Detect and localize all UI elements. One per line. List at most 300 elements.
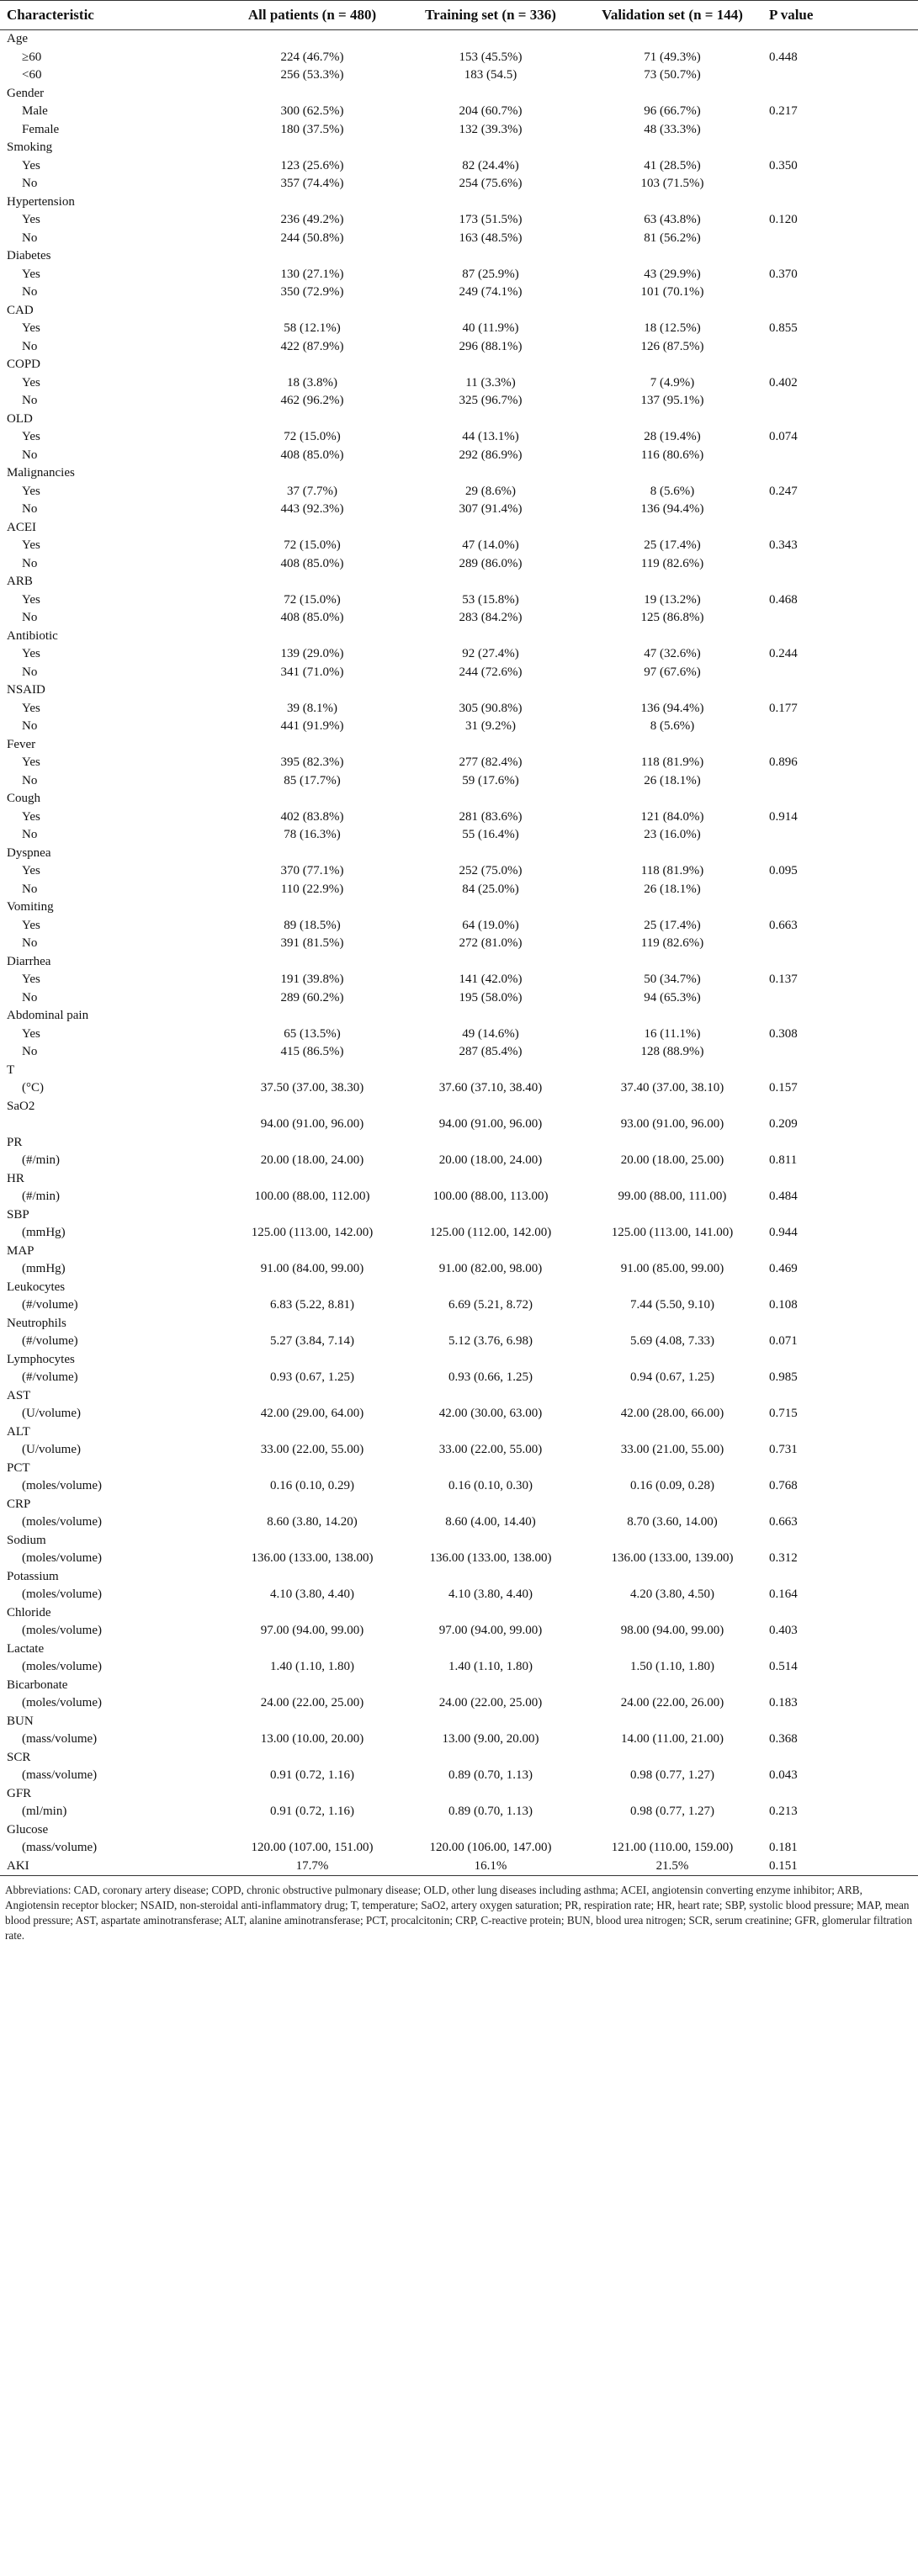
table-row: [0, 284, 918, 302]
validation-set-cell: 103 (71.5%): [640, 177, 704, 190]
training-set-cell: 183 (54.5): [464, 68, 517, 82]
training-set-cell: 289 (86.0%): [459, 556, 523, 570]
validation-set-cell: [582, 1387, 762, 1406]
p-value-cell: 0.181: [769, 1841, 798, 1854]
validation-set-cell: 98.00 (94.00, 99.00): [620, 1624, 724, 1637]
all-patients-cell: 415 (86.5%): [280, 1045, 344, 1058]
training-set-cell: 44 (13.1%): [462, 430, 519, 443]
validation-set-cell: [582, 1423, 762, 1442]
row-label: Yes: [22, 973, 40, 986]
row-label: Male: [22, 104, 48, 118]
header-training-set: Training set (n = 336): [399, 1, 582, 30]
training-set-cell: [399, 736, 582, 755]
training-set-cell: 132 (39.3%): [459, 122, 523, 136]
all-patients-cell: 89 (18.5%): [284, 918, 341, 932]
characteristic-label: OLD: [7, 411, 33, 426]
row-label: (moles/volume): [22, 1587, 102, 1601]
characteristic-row: [0, 1315, 918, 1333]
training-set-cell: 8.60 (4.00, 14.40): [445, 1515, 536, 1529]
p-value-cell: [762, 1243, 918, 1261]
validation-set-cell: [582, 1206, 762, 1225]
row-label: (mass/volume): [22, 1732, 98, 1746]
training-set-cell: [399, 1279, 582, 1297]
all-patients-cell: 39 (8.1%): [287, 701, 337, 715]
all-patients-cell: 24.00 (22.00, 25.00): [260, 1696, 364, 1709]
all-patients-cell: [226, 681, 399, 700]
all-patients-cell: [226, 898, 399, 917]
table-row: [0, 1333, 918, 1351]
table-row: [0, 338, 918, 357]
validation-set-cell: 99.00 (88.00, 111.00): [618, 1190, 727, 1203]
validation-set-cell: [582, 1496, 762, 1514]
characteristic-label: BUN: [7, 1714, 34, 1728]
table-row: [0, 1224, 918, 1243]
training-set-cell: [399, 411, 582, 429]
training-set-cell: 13.00 (9.00, 20.00): [442, 1732, 539, 1746]
validation-set-cell: 93.00 (91.00, 96.00): [620, 1117, 724, 1131]
training-set-cell: 24.00 (22.00, 25.00): [438, 1696, 543, 1709]
table-row: [0, 881, 918, 899]
table-row: [0, 1803, 918, 1821]
table-row: [0, 808, 918, 827]
all-patients-cell: 408 (85.0%): [280, 611, 344, 624]
training-set-cell: [399, 139, 582, 157]
row-label: <60: [22, 68, 42, 82]
validation-set-cell: 7 (4.9%): [650, 375, 695, 390]
all-patients-cell: 139 (29.0%): [280, 647, 344, 660]
validation-set-cell: [582, 1568, 762, 1587]
characteristic-row: [0, 573, 918, 591]
p-value-cell: 0.217: [769, 104, 798, 118]
all-patients-cell: 97.00 (94.00, 99.00): [260, 1624, 364, 1637]
training-set-cell: 283 (84.2%): [459, 611, 523, 624]
row-label: No: [22, 611, 38, 624]
characteristic-row: [0, 30, 918, 49]
p-value-cell: [762, 628, 918, 646]
training-set-cell: 6.69 (5.21, 8.72): [448, 1298, 533, 1312]
characteristic-label: Cough: [7, 792, 41, 805]
all-patients-cell: 422 (87.9%): [280, 339, 344, 353]
validation-set-cell: 8 (5.6%): [650, 484, 695, 498]
row-label: (#/volume): [22, 1370, 78, 1384]
characteristic-row: [0, 1713, 918, 1731]
characteristic-row: [0, 953, 918, 972]
validation-set-cell: 116 (80.6%): [640, 448, 704, 462]
characteristic-label: SaO2: [7, 1099, 35, 1113]
p-value-cell: 0.403: [769, 1624, 798, 1637]
training-set-cell: 47 (14.0%): [462, 538, 519, 552]
p-value-cell: 0.071: [769, 1334, 798, 1348]
row-label: (mass/volume): [22, 1841, 98, 1854]
validation-set-cell: 125 (86.8%): [640, 611, 704, 624]
all-patients-cell: 0.16 (0.10, 0.29): [270, 1479, 354, 1492]
characteristic-row: [0, 411, 918, 429]
table-row: [0, 392, 918, 411]
row-label: (moles/volume): [22, 1660, 102, 1673]
all-patients-cell: [226, 1568, 399, 1587]
all-patients-cell: 256 (53.3%): [280, 68, 344, 82]
characteristic-row: [0, 845, 918, 863]
table-row: [0, 483, 918, 501]
characteristic-row: [0, 898, 918, 917]
training-set-cell: 37.60 (37.10, 38.40): [438, 1081, 543, 1095]
validation-set-cell: [582, 1243, 762, 1261]
p-value-cell: [762, 1062, 918, 1080]
training-set-cell: [399, 1785, 582, 1804]
all-patients-cell: 180 (37.5%): [280, 122, 344, 136]
training-set-cell: 20.00 (18.00, 24.00): [438, 1153, 543, 1167]
training-set-cell: 244 (72.6%): [459, 665, 523, 679]
p-value-cell: 0.213: [769, 1805, 798, 1818]
table-row: [0, 1513, 918, 1532]
all-patients-cell: [226, 1713, 399, 1731]
all-patients-cell: [226, 85, 399, 103]
characteristic-row: [0, 1351, 918, 1370]
training-set-cell: [399, 1568, 582, 1587]
validation-set-cell: 20.00 (18.00, 25.00): [620, 1153, 724, 1167]
all-patients-cell: 357 (74.4%): [280, 177, 344, 190]
table-row: [0, 1188, 918, 1206]
characteristic-row: [0, 681, 918, 700]
validation-set-cell: 19 (13.2%): [644, 592, 701, 607]
training-set-cell: 153 (45.5%): [459, 50, 523, 64]
validation-set-cell: 81 (56.2%): [644, 231, 701, 245]
p-value-cell: [762, 501, 918, 519]
row-label: Yes: [22, 321, 40, 335]
p-value-cell: [762, 736, 918, 755]
row-label: Yes: [22, 375, 40, 390]
training-set-cell: [399, 356, 582, 374]
all-patients-cell: 120.00 (107.00, 151.00): [251, 1841, 374, 1854]
row-label: No: [22, 665, 38, 679]
table-row: [0, 1586, 918, 1604]
table-row: [0, 1731, 918, 1749]
table-row: [0, 1767, 918, 1785]
all-patients-cell: [226, 1532, 399, 1550]
validation-set-cell: 0.98 (0.77, 1.27): [630, 1768, 714, 1782]
p-value-cell: [762, 1279, 918, 1297]
validation-set-cell: [582, 1098, 762, 1116]
all-patients-cell: 37.50 (37.00, 38.30): [260, 1081, 364, 1095]
p-value-cell: [762, 338, 918, 357]
all-patients-cell: [226, 1134, 399, 1153]
row-label: No: [22, 828, 38, 841]
row-label: No: [22, 231, 38, 245]
row-label: (U/volume): [22, 1407, 81, 1420]
p-value-cell: 0.137: [769, 973, 798, 986]
table-row: [0, 1550, 918, 1568]
training-set-cell: 272 (81.0%): [459, 936, 523, 950]
validation-set-cell: 119 (82.6%): [640, 556, 704, 570]
characteristic-row: [0, 1279, 918, 1297]
table-row: [0, 555, 918, 574]
validation-set-cell: 118 (81.9%): [640, 755, 704, 769]
p-value-cell: [762, 66, 918, 85]
row-label: No: [22, 936, 38, 950]
p-value-cell: [762, 1043, 918, 1062]
validation-set-cell: 23 (16.0%): [644, 828, 701, 841]
characteristic-row: [0, 1007, 918, 1026]
validation-set-cell: [582, 628, 762, 646]
all-patients-cell: 17.7%: [226, 1858, 399, 1876]
row-label: Yes: [22, 592, 40, 607]
characteristic-row: [0, 736, 918, 755]
all-patients-cell: [226, 1098, 399, 1116]
p-value-cell: [762, 392, 918, 411]
p-value-cell: [762, 1351, 918, 1370]
validation-set-cell: [582, 356, 762, 374]
characteristic-row: [0, 1677, 918, 1695]
all-patients-cell: 0.91 (0.72, 1.16): [270, 1768, 354, 1782]
table-row: [0, 700, 918, 718]
characteristic-label: SBP: [7, 1207, 29, 1222]
table-row: [0, 1405, 918, 1423]
all-patients-cell: [226, 1423, 399, 1442]
all-patients-cell: [226, 845, 399, 863]
table-row: [0, 826, 918, 845]
validation-set-cell: 73 (50.7%): [644, 68, 701, 82]
row-label: Yes: [22, 647, 40, 660]
all-patients-cell: 18 (3.8%): [287, 375, 337, 390]
all-patients-cell: [226, 1062, 399, 1080]
p-value-cell: [762, 1170, 918, 1189]
table-row: [0, 1441, 918, 1460]
validation-set-cell: [582, 519, 762, 538]
all-patients-cell: 33.00 (22.00, 55.00): [260, 1443, 364, 1456]
p-value-cell: [762, 230, 918, 248]
all-patients-cell: 123 (25.6%): [280, 158, 344, 172]
validation-set-cell: [582, 464, 762, 483]
training-set-cell: 84 (25.0%): [462, 882, 519, 896]
row-label: No: [22, 394, 38, 407]
p-value-cell: 0.914: [769, 809, 798, 824]
all-patients-cell: 236 (49.2%): [280, 213, 344, 226]
p-value-cell: 0.151: [762, 1858, 918, 1876]
training-set-cell: [399, 1532, 582, 1550]
training-set-cell: [399, 302, 582, 321]
characteristic-label: Diabetes: [7, 249, 51, 262]
p-value-cell: 0.402: [769, 375, 798, 390]
all-patients-cell: 191 (39.8%): [280, 973, 344, 986]
validation-set-cell: 50 (34.7%): [644, 973, 701, 986]
p-value-cell: 0.448: [769, 50, 798, 64]
characteristic-label: Sodium: [7, 1533, 46, 1547]
p-value-cell: [762, 139, 918, 157]
characteristic-label: Hypertension: [7, 194, 75, 209]
row-label: Yes: [22, 918, 40, 932]
training-set-cell: 254 (75.6%): [459, 177, 523, 190]
training-set-cell: [399, 573, 582, 591]
validation-set-cell: 128 (88.9%): [640, 1045, 704, 1058]
training-set-cell: [399, 1387, 582, 1406]
characteristic-label: Lactate: [7, 1641, 45, 1656]
validation-set-cell: 121 (84.0%): [640, 809, 704, 824]
validation-set-cell: 71 (49.3%): [644, 50, 701, 64]
table-row: [0, 1116, 918, 1134]
training-set-cell: 29 (8.6%): [465, 484, 516, 498]
training-set-cell: 141 (42.0%): [459, 973, 523, 986]
characteristic-row: [0, 1749, 918, 1768]
validation-set-cell: [582, 1677, 762, 1695]
validation-set-cell: [582, 247, 762, 266]
validation-set-cell: 0.94 (0.67, 1.25): [630, 1370, 714, 1384]
training-set-cell: 0.16 (0.10, 0.30): [448, 1479, 533, 1492]
p-value-cell: [762, 1007, 918, 1026]
p-value-cell: [762, 411, 918, 429]
table-row: [0, 1152, 918, 1170]
all-patients-cell: 0.93 (0.67, 1.25): [270, 1370, 354, 1384]
training-set-cell: [399, 1315, 582, 1333]
table-row: [0, 971, 918, 989]
characteristic-label: HR: [7, 1171, 24, 1185]
characteristic-row: [0, 1604, 918, 1623]
training-set-cell: [399, 953, 582, 972]
table-row: [0, 175, 918, 193]
training-set-cell: 11 (3.3%): [465, 375, 516, 390]
all-patients-cell: 0.91 (0.72, 1.16): [270, 1805, 354, 1818]
p-value-cell: 0.896: [769, 755, 798, 769]
validation-set-cell: [582, 1460, 762, 1478]
validation-set-cell: [582, 1785, 762, 1804]
training-set-cell: [399, 1640, 582, 1659]
p-value-cell: 0.164: [769, 1587, 798, 1601]
all-patients-cell: [226, 1243, 399, 1261]
validation-set-cell: [582, 1279, 762, 1297]
validation-set-cell: 118 (81.9%): [640, 864, 704, 877]
p-value-cell: [762, 845, 918, 863]
characteristic-row: [0, 628, 918, 646]
all-patients-cell: 1.40 (1.10, 1.80): [270, 1660, 354, 1673]
all-patients-cell: [226, 247, 399, 266]
table-row: [0, 1026, 918, 1044]
characteristic-row: [0, 1423, 918, 1442]
row-label: (moles/volume): [22, 1624, 102, 1637]
table-row: [0, 591, 918, 610]
characteristic-label: Glucose: [7, 1822, 49, 1837]
all-patients-cell: [226, 1387, 399, 1406]
p-value-cell: [762, 609, 918, 628]
row-label: ≥60: [22, 50, 42, 64]
characteristic-label: Potassium: [7, 1569, 59, 1583]
p-value-cell: 0.731: [769, 1443, 798, 1456]
validation-set-cell: 0.98 (0.77, 1.27): [630, 1805, 714, 1818]
all-patients-cell: 395 (82.3%): [280, 755, 344, 769]
training-set-cell: 91.00 (82.00, 98.00): [438, 1262, 543, 1275]
table-row: [0, 754, 918, 772]
validation-set-cell: [582, 790, 762, 808]
training-set-cell: 249 (74.1%): [459, 285, 523, 299]
training-set-cell: [399, 898, 582, 917]
table-row: [0, 266, 918, 284]
row-label: (moles/volume): [22, 1551, 102, 1565]
training-set-cell: [399, 1460, 582, 1478]
validation-set-cell: 21.5%: [582, 1858, 762, 1876]
row-label: Yes: [22, 430, 40, 443]
p-value-cell: [762, 1460, 918, 1478]
training-set-cell: 0.93 (0.66, 1.25): [448, 1370, 533, 1384]
validation-set-cell: [582, 1532, 762, 1550]
p-value-cell: [762, 193, 918, 212]
validation-set-cell: 42.00 (28.00, 66.00): [620, 1407, 724, 1420]
all-patients-cell: [226, 139, 399, 157]
header-p-value: P value: [762, 1, 918, 30]
p-value-cell: [762, 772, 918, 791]
validation-set-cell: 25 (17.4%): [644, 918, 701, 932]
validation-set-cell: [582, 1351, 762, 1370]
p-value-cell: 0.043: [769, 1768, 798, 1782]
all-patients-cell: 408 (85.0%): [280, 448, 344, 462]
p-value-cell: 0.484: [769, 1190, 798, 1203]
training-set-cell: 4.10 (3.80, 4.40): [448, 1587, 533, 1601]
characteristic-row: [0, 1387, 918, 1406]
all-patients-cell: [226, 302, 399, 321]
all-patients-cell: 37 (7.7%): [287, 484, 337, 498]
validation-set-cell: 37.40 (37.00, 38.10): [620, 1081, 724, 1095]
p-value-cell: 0.368: [769, 1732, 798, 1746]
validation-set-cell: 121.00 (110.00, 159.00): [611, 1841, 734, 1854]
all-patients-cell: [226, 30, 399, 49]
characteristic-row: [0, 1170, 918, 1189]
all-patients-cell: [226, 1785, 399, 1804]
header-validation-set: Validation set (n = 144): [582, 1, 762, 30]
all-patients-cell: 224 (46.7%): [280, 50, 344, 64]
row-label: Yes: [22, 1026, 40, 1041]
training-set-cell: [399, 1821, 582, 1840]
validation-set-cell: 25 (17.4%): [644, 538, 701, 552]
characteristic-label: Neutrophils: [7, 1316, 66, 1330]
p-value-cell: [762, 826, 918, 845]
all-patients-cell: [226, 1351, 399, 1370]
table-row: [0, 609, 918, 628]
p-value-cell: [762, 464, 918, 483]
p-value-cell: 0.944: [769, 1226, 798, 1239]
all-patients-cell: 4.10 (3.80, 4.40): [270, 1587, 354, 1601]
p-value-cell: [762, 1677, 918, 1695]
all-patients-cell: 8.60 (3.80, 14.20): [267, 1515, 358, 1529]
training-set-cell: [399, 1604, 582, 1623]
training-set-cell: 42.00 (30.00, 63.00): [438, 1407, 543, 1420]
p-value-cell: 0.074: [769, 430, 798, 443]
training-set-cell: [399, 193, 582, 212]
p-value-cell: [762, 1785, 918, 1804]
all-patients-cell: [226, 1279, 399, 1297]
header-characteristic: Characteristic: [0, 1, 226, 30]
characteristic-row: [0, 139, 918, 157]
p-value-cell: 0.157: [769, 1081, 798, 1095]
validation-set-cell: 119 (82.6%): [640, 936, 704, 950]
all-patients-cell: 72 (15.0%): [284, 592, 341, 607]
p-value-cell: [762, 555, 918, 574]
characteristic-label: Antibiotic: [7, 628, 58, 643]
training-set-cell: 53 (15.8%): [462, 592, 519, 607]
validation-set-cell: [582, 1749, 762, 1768]
row-label: No: [22, 448, 38, 462]
training-set-cell: 281 (83.6%): [459, 809, 523, 824]
all-patients-cell: [226, 790, 399, 808]
p-value-cell: [762, 1387, 918, 1406]
header-all-patients: All patients (n = 480): [226, 1, 399, 30]
all-patients-cell: 391 (81.5%): [280, 936, 344, 950]
row-label: Female: [22, 122, 60, 136]
characteristic-label: GFR: [7, 1786, 32, 1800]
validation-set-cell: 14.00 (11.00, 21.00): [621, 1732, 724, 1746]
all-patients-cell: [226, 193, 399, 212]
row-label: No: [22, 177, 38, 190]
all-patients-cell: 78 (16.3%): [284, 828, 341, 841]
validation-set-cell: 1.50 (1.10, 1.80): [630, 1660, 714, 1673]
characteristic-row: [0, 464, 918, 483]
characteristic-label: Chloride: [7, 1605, 51, 1619]
